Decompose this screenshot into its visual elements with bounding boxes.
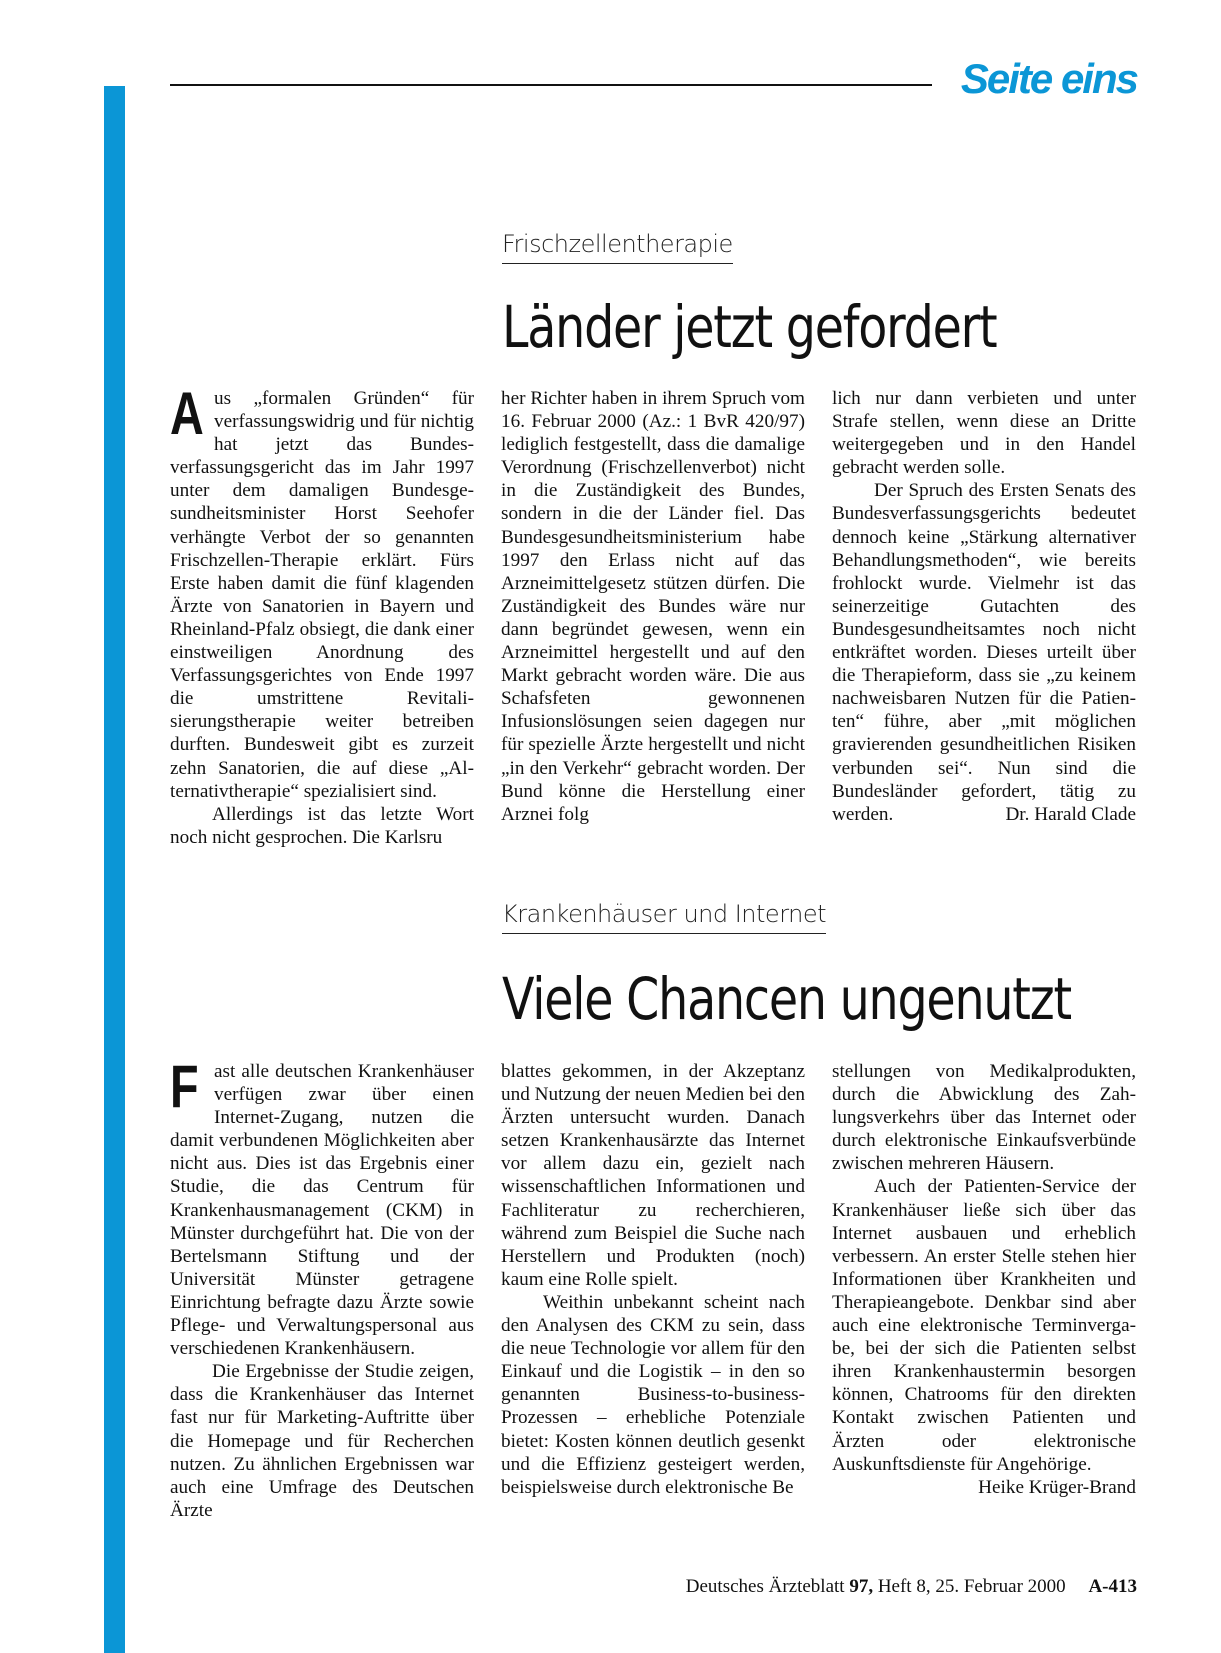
paragraph: her Richter haben in ihrem Spruch vom 16. Februar 2000 (Az.: 1 BvR 420/97) lediglich festgestellt, dass die damalige Verordnung (Frischzellenverbot) nicht in die Zuständigkeit des Bundes, sondern in die der Länder fiel. Das Bundesgesundheitsministerium habe 1997 den Erlass nicht auf das Arzneimittelgesetz stützen dürfen. Die Zuständigkeit des Bundes wäre nur dann begründet gewesen, wenn ein Arzneimittel hergestellt und auf den Markt gebracht worden wäre. Die aus Schafsfeten gewonnenen Infusionslösungen seien dagegen nur für spezielle Ärzte hergestellt und nicht „in den Verkehr“ gebracht worden. Der Bund könne die Herstellung einer Arznei folg (501, 388, 805, 825)
article-kicker: Frischzellentherapie (502, 230, 733, 264)
section-label: Seite eins (960, 55, 1137, 102)
article-column-3 (832, 387, 1136, 826)
paragraph (832, 479, 1136, 825)
sidebar-accent-bar (104, 86, 125, 1653)
article-kicker: Krankenhäuser und Internet (502, 900, 826, 934)
page-footer (686, 1576, 1137, 1598)
author-byline: Heike Krüger-Brand (978, 1476, 1136, 1498)
article-headline: Viele Chancen ungenutzt (502, 965, 1071, 1033)
article-column-2 (501, 1060, 805, 1499)
paragraph (170, 380, 474, 803)
author-byline: Dr. Harald Clade (1005, 803, 1136, 825)
paragraph-text: Der Spruch des Ersten Senats des Bundesverfassungsgerichts bedeutet dennoch keine „Stärkung alternativer Behandlungsmethoden“, wie bereits frohlockt wurde. Vielmehr ist das seinerzeitige Gutachten des Bundesgesundheitsamtes noch nicht entkräftet worden. Dieses urteilt über die Therapieform, dass sie „zu keinem nachweisbaren Nutzen für die Patienten“ führe, aber „mit möglichen gravierenden gesundheitlichen Risiken verbunden sei“. Nun sind die Bundesländer gefordert, tätig zu werden. (832, 480, 1136, 825)
article-frischzellentherapie (170, 230, 1136, 850)
journal-name: Deutsches Ärzteblatt (685, 1576, 845, 1597)
paragraph: Allerdings ist das letzte Wort noch nicht gesprochen. Die Karlsru (170, 803, 474, 848)
paragraph-text: Auch der Patienten-Service der Krankenhäuser ließe sich über das Internet ausbauen und erheblich verbessern. An erster Stelle stehen hier Informationen über Krankheiten und Therapieangebote. Denkbar sind aber auch eine elektronische Terminvergabe, bei der sich die Patienten selbst ihren Krankenhaustermin besorgen können, Chatrooms für den direkten Kontakt zwischen Patienten und Ärzten oder elektronische Auskunftsdienste für Angehörige. (832, 1176, 1136, 1475)
drop-cap: A (170, 380, 204, 447)
paragraph (832, 1175, 1136, 1498)
article-column-1 (170, 1053, 474, 1522)
paragraph (170, 1053, 474, 1360)
paragraph: Weithin unbekannt scheint nach den Analysen des CKM zu sein, dass die neue Technologie vor allem für den Einkauf und die Logistik – in den so genannten Business-to-business-Prozessen – erhebliche Potenziale bietet: Kosten können deutlich gesenkt und die Effizienz gesteigert werden, beispielsweise durch elektronische Be (501, 1291, 805, 1498)
article-krankenhaeuser-internet (170, 900, 1136, 1540)
header-rule (170, 84, 932, 86)
article-column-3 (832, 1060, 1136, 1499)
article-headline: Länder jetzt gefordert (502, 293, 997, 361)
journal-issue: Heft 8, 25. Februar 2000 (877, 1576, 1066, 1597)
paragraph: stellungen von Medikalprodukten, durch die Abwicklung des Zahlungsverkehrs über das Internet oder durch elektronische Einkaufsverbünde zwischen mehreren Häusern. (832, 1061, 1136, 1175)
drop-cap: F (170, 1053, 199, 1120)
paragraph-text: ast alle deutschen Krankenhäuser verfügen zwar über einen Internet-Zugang, nutzen die damit verbundenen Möglichkeiten aber nicht aus. Dies ist das Ergebnis einer Studie, die das Centrum für Krankenhausmanagement (CKM) in Münster durchgeführt hat. Die von der Bertelsmann Stiftung und der Universität Münster getragene Einrichtung befragte dazu Ärzte sowie Pflege- und Verwaltungspersonal aus verschiedenen Krankenhäusern. (170, 1061, 474, 1360)
article-column-2 (501, 387, 805, 826)
page-number: A-413 (1088, 1576, 1137, 1597)
paragraph: Die Ergebnisse der Studie zeigen, dass die Krankenhäuser das Internet fast nur für Marketing-Auftritte über die Homepage und für Recherchen nutzen. Zu ähnlichen Ergebnissen war auch eine Umfrage des Deutschen Ärzte (170, 1361, 474, 1521)
paragraph: lich nur dann verbieten und unter Strafe stellen, wenn diese an Dritte weitergegeben und in den Handel gebracht werden solle. (832, 388, 1136, 479)
journal-volume: 97, (849, 1576, 874, 1597)
article-column-1 (170, 380, 474, 849)
paragraph: blattes gekommen, in der Akzeptanz und Nutzung der neuen Medien bei den Ärzten untersucht wurden. Danach setzen Krankenhausärzte das Internet vor allem dazu ein, gezielt nach wissenschaftlichen Informationen und Fachliteratur zu recherchieren, während zum Beispiel die Suche nach Herstellern und Produkten (noch) kaum eine Rolle spielt. (501, 1061, 805, 1290)
paragraph-text: us „formalen Gründen“ für verfassungswidrig und für nichtig hat jetzt das Bundesverfassungsgericht das im Jahr 1997 unter dem damaligen Bundesgesundheitsminister Horst Seehofer verhängte Verbot der so genannten Frischzellen-Therapie erklärt. Fürs Erste haben damit die fünf klagenden Ärzte von Sanatorien in Bayern und Rheinland-Pfalz obsiegt, die dank einer einstweiligen Anordnung des Verfassungsgerichtes von Ende 1997 die umstrittene Revitalisierungstherapie weiter betreiben durften. Bundesweit gibt es zurzeit zehn Sanatorien, die auf diese „Alternativtherapie“ spezialisiert sind. (170, 388, 474, 802)
